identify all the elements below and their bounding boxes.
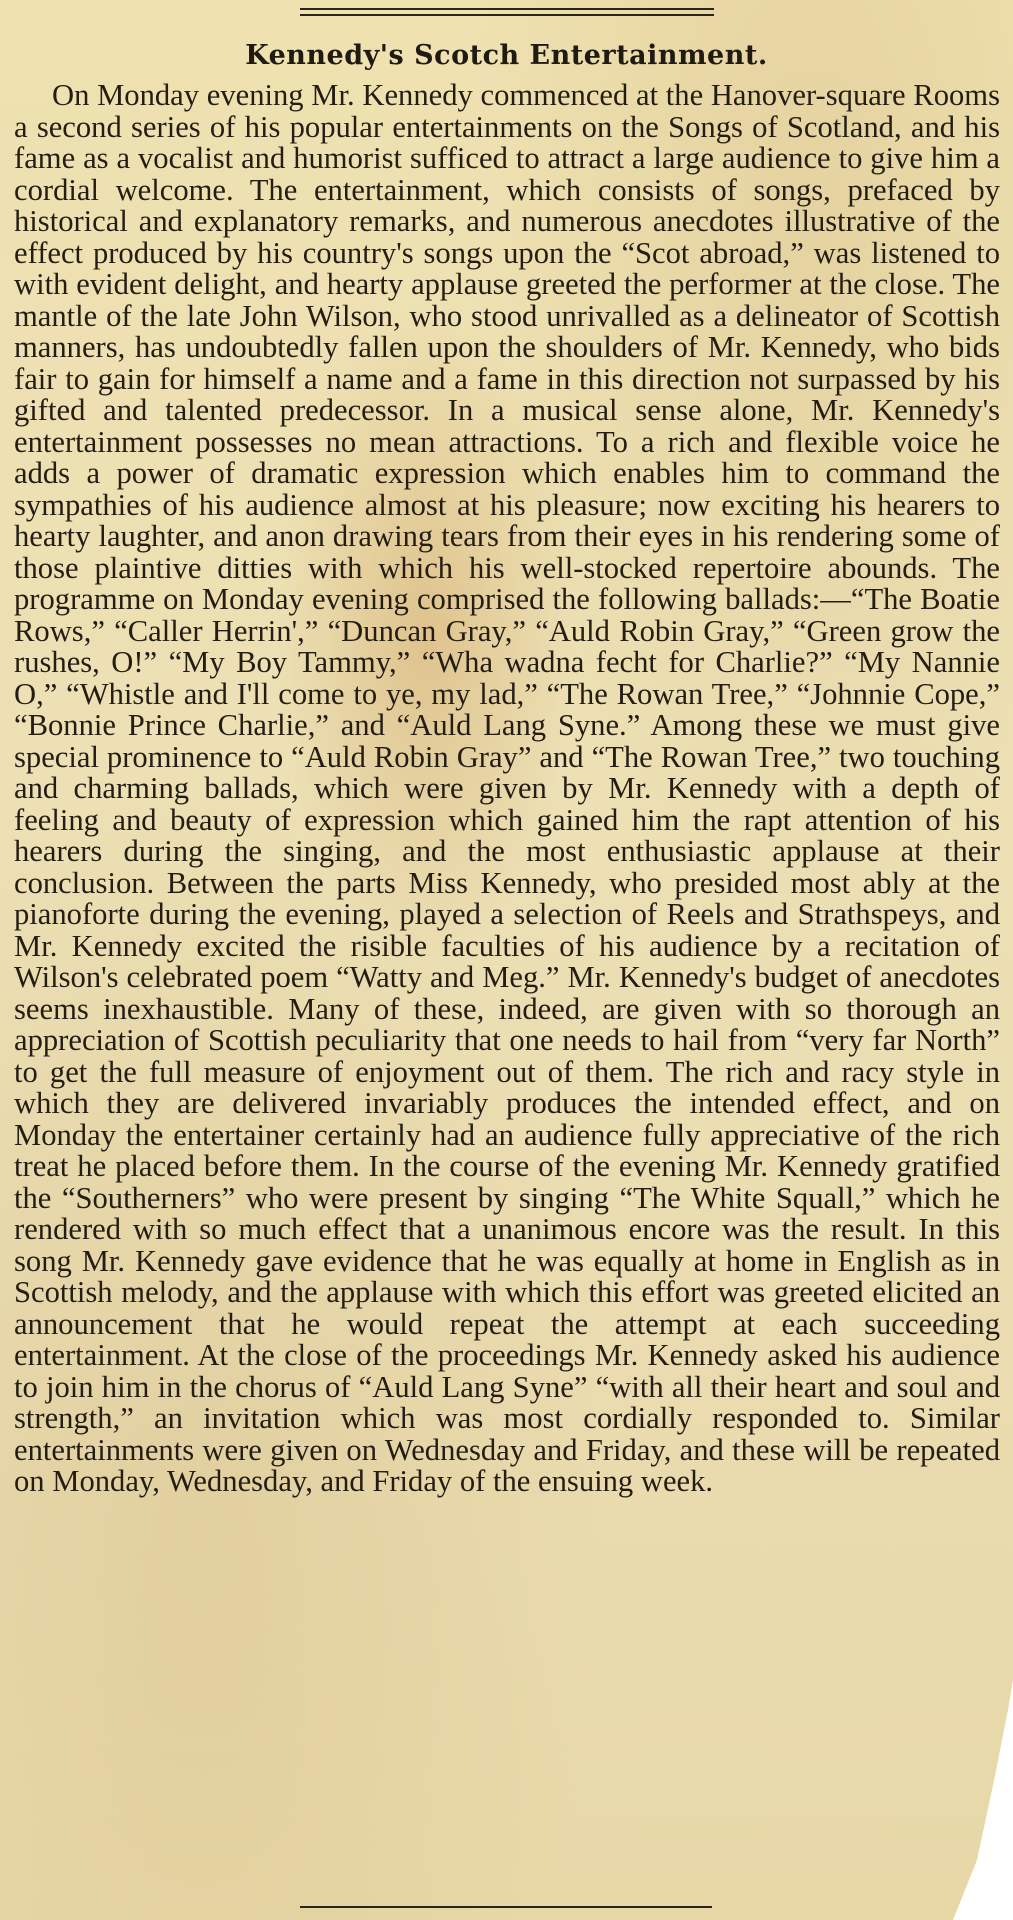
article-headline: Kennedy's Scotch Entertainment. xyxy=(245,40,768,71)
bottom-rule xyxy=(300,1906,712,1908)
top-rule xyxy=(300,14,714,16)
top-rule xyxy=(300,8,714,10)
article-body: On Monday evening Mr. Kennedy commenced at the Hanover-square Rooms a second series of his popular entertainments on the Songs of Scotland, and his fame as a vocalist and humorist sufficed to attract a large audience to give him a cordial welcome. The entertainment, which consists of songs, prefaced by historical and explanatory remarks, and numerous anecdotes illustrative of the effect produced by his country's songs upon the “Scot abroad,” was listened to with evident delight, and hearty applause greeted the performer at the close. The mantle of the late John Wilson, who stood unrivalled as a delineator of Scottish manners, has undoubtedly fallen upon the shoulders of Mr. Kennedy, who bids fair to gain for himself a name and a fame in this direction not surpassed by his gifted and talented predecessor. In a musical sense alone, Mr. Kennedy's entertainment possesses no mean attractions. To a rich and flexible voice he adds a power of dramatic expression which enables him to command the sympathies of his audience almost at his pleasure; now exciting his hearers to hearty laughter, and anon drawing tears from their eyes in his rendering some of those plaintive ditties with which his well-stocked repertoire abounds. The programme on Monday evening comprised the following ballads:—“The Boatie Rows,” “Caller Herrin',” “Duncan Gray,” “Auld Robin Gray,” “Green grow the rushes, O!” “My Boy Tammy,” “Wha wadna fecht for Charlie?” “My Nannie O,” “Whistle and I'll come to ye, my lad,” “The Rowan Tree,” “Johnnie Cope,” “Bonnie Prince Charlie,” and “Auld Lang Syne.” Among these we must give special prominence to “Auld Robin Gray” and “The Rowan Tree,” two touching and charming ballads, which were given by Mr. Kennedy with a depth of feeling and beauty of expression which gained him the rapt attention of his hearers during the singing, and the most enthusiastic applause at their conclusion. Between the parts Miss Kennedy, who presided most ably at the pianoforte during the evening, played a selection of Reels and Strathspeys, and Mr. Kennedy excited the risible faculties of his audience by a recitation of Wilson's celebrated poem “Watty and Meg.” Mr. Kennedy's budget of anecdotes seems inexhaustible. Many of these, indeed, are given with so thorough an appreciation of Scottish peculiarity that one needs to hail from “very far North” to get the full measure of enjoyment out of them. The rich and racy style in which they are delivered invariably produces the intended effect, and on Monday the entertainer certainly had an audience fully appreciative of the rich treat he placed before them. In the course of the evening Mr. Kennedy gratified the “Southerners” who were present by singing “The White Squall,” which he rendered with so much effect that a unanimous encore was the result. In this song Mr. Kennedy gave evidence that he was equally at home in English as in Scottish melody, and the applause with which this effort was greeted elicited an announcement that he would repeat the attempt at each succeeding entertainment. At the close of the proceedings Mr. Kennedy asked his audience to join him in the chorus of “Auld Lang Syne” “with all their heart and soul and strength,” an invitation which was most cordially responded to. Similar entertainments were given on Wednesday and Friday, and these will be repeated on Monday, Wednesday, and Friday of the ensuing week. xyxy=(14,78,1000,1498)
torn-corner xyxy=(953,1680,1013,1920)
